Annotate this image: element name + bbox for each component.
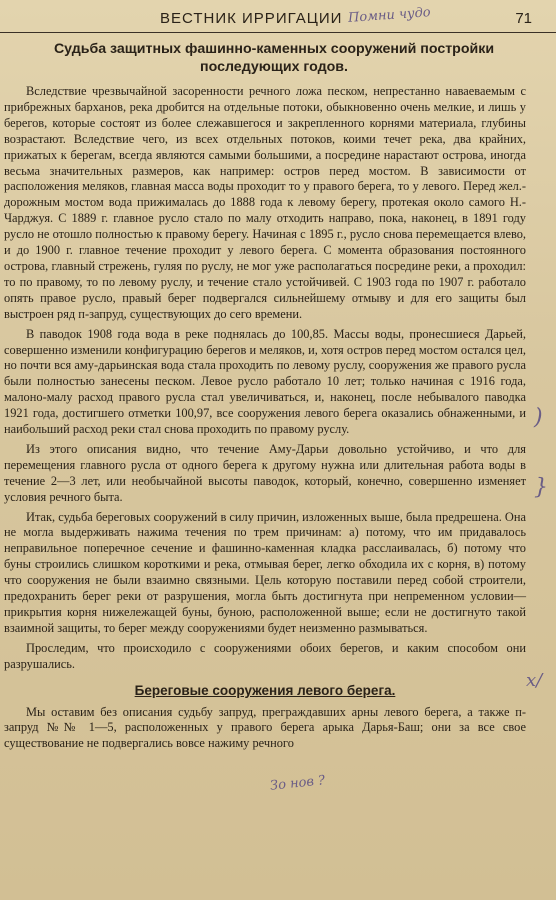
section-subheading: Береговые сооружения левого берега.: [134, 682, 396, 698]
margin-mark: Зо нов ?: [269, 773, 326, 794]
paragraph: Проследим, что происходило с сооружениями обоих берегов, и каким способом они разрушались.: [4, 640, 526, 671]
running-header: [0, 6, 556, 33]
page-number: 71: [515, 10, 532, 27]
margin-mark: x/: [526, 670, 543, 691]
handwritten-note: Помни чудо: [347, 5, 432, 26]
margin-mark: ): [534, 405, 543, 430]
journal-title: ВЕСТНИК ИРРИГАЦИИ: [160, 10, 343, 27]
paragraph: Из этого описания видно, что течение Аму-Дарьи довольно устойчиво, и что для перемещения главного русла от одного берега к другому нужна или длительная работа воды в течение 2—3 лет, или необычайной высоты паводок, который, конечно, совершенно изменяет условия речного быта.: [4, 441, 526, 504]
paragraph: Вследствие чрезвычайной засоренности речного ложа песком, непрестанно наваеваемым с прибрежных барханов, река дробится на отдельные потоки, обыкновенно очень мелкие, и лишь у берегов, которые состоят из более слежавшегося и закрепленного корнями материала, глубины возрастают. Вследствие чего, из всех отдельных потоков, коими течет река, два крайних, прижатых к берегам, всегда являются самыми большими, а посредине нарастают острова, иногда весьма значительных размеров, как например: остров перед мостом. В зависимости от расположения меляков, главная масса воды проходит то у правого берега, то у левого. Перед жел.-дорожным мостом вода прижималась до 1888 года к левому берегу, протекая около самого Н.-Чарджуя. С 1889 г. главное русло стало по малу отходить направо, пока, наконец, в 1891 году русло не отошло полностью к правому берегу. Начиная с 1895 г., русло снова перемещается влево, и до 1900 г. главное течение проходит у левого берега. С момента образования постоянного острова, главный стрежень, гуляя по руслу, не мог уже располагаться посредине реки, а проходил: то по правому, то по левому руслу, и течение стало устойчивей. С 1903 года по 1907 г. работало опять правое русло, правый берег подвергался сильнейшему отмыву и для его защиты был выстроен ряд п-запруд, существующих до сего времени.: [4, 84, 526, 321]
article-body: [4, 84, 526, 756]
paragraph: Мы оставим без описания судьбу запруд, преграждавших арны левого берега, а также п-запруд №№ 1—5, расположенных у правого берега арыка Дарья-Баш; они за все свое существование не подвергались вовсе нажиму речного: [4, 704, 526, 751]
article-title: Судьба защитных фашинно-каменных сооружений постройки последующих годов.: [53, 41, 495, 75]
margin-mark: }: [534, 475, 548, 500]
paragraph: В паводок 1908 года вода в реке поднялась до 100,85. Массы воды, пронесшиеся Дарьей, совершенно изменили конфигурацию берегов и меляков, и, хотя остров перед мостом остался цел, но почти вся аму-дарьинская вода стала проходить по левому руслу, сооружения же правого русла были полностью занесены песком. Левое русло работало 10 лет; только начиная с 1916 года, малоно-малу расход правого русла стал увеличиваться, и, наконец, после небывалого паводка 1921 года, достигшего отметки 100,97, все сооружения левого берега оказались обнаженными, и наибольший расход реки стал снова проходить по правому руслу.: [4, 326, 526, 437]
paragraph: Итак, судьба береговых сооружений в силу причин, изложенных выше, была предрешена. Она не могла выдерживать нажима течения по трем причинам: а) потому, что им придавалось неправильное поперечное сечение и фашинно-каменная кладка расслаивалась, б) потому что буны строились слишком короткими и река, отмывая берег, легко обходила их с корня, в) потому что сооружения не были взаимно связными. Цель которую поставили перед собой строители, предохранить берег реки от разрушения, могла быть достигнута при непременном условии—прикрытия корня нижележащей буны, буною, расположенной выше; если не достигнуто такой взаимной защиты, то берег между сооружениями будет неизменно размываться.: [4, 509, 526, 635]
